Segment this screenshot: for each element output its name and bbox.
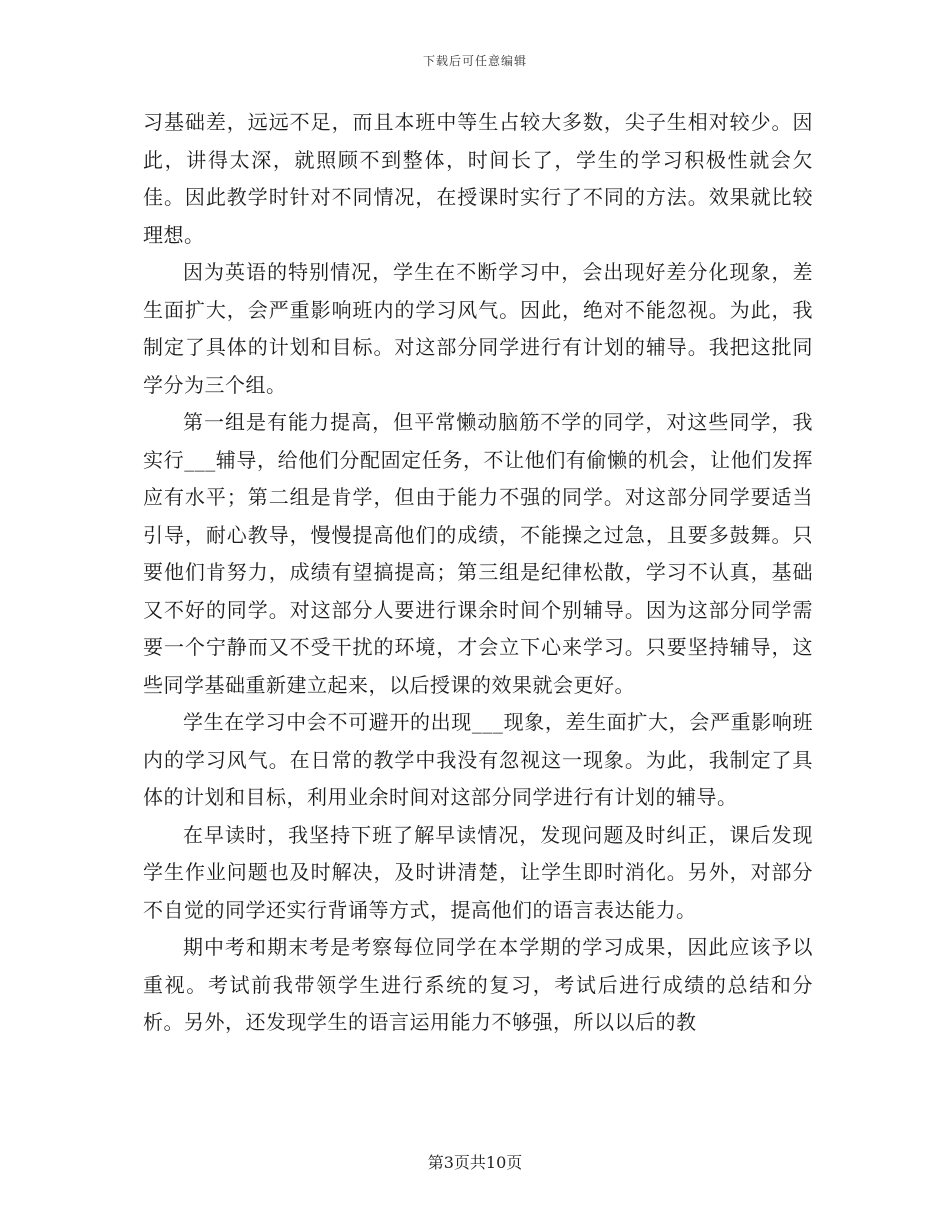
paragraph-4: 学生在学习中会不可避开的出现___现象，差生面扩大，会严重影响班内的学习风气。在日常的教学中我没有忽视这一现象。为此，我制定了具体的计划和目标，利用业余时间对这部分同学进行有计划的辅导。 xyxy=(143,710,813,809)
paragraph-5: 在早读时，我坚持下班了解早读情况，发现问题及时纠正，课后发现学生作业问题也及时解决，及时讲清楚，让学生即时消化。另外，对部分不自觉的同学还实行背诵等方式，提高他们的语言表达能力。 xyxy=(143,822,813,922)
paragraph-6: 期中考和期末考是考察每位同学在本学期的学习成果，因此应该予以重视。考试前我带领学生进行系统的复习，考试后进行成绩的总结和分析。另外，还发现学生的语言运用能力不够强，所以以后的教 xyxy=(143,935,813,1034)
paragraph-1: 习基础差，远远不足，而且本班中等生占较大多数，尖子生相对较少。因此，讲得太深，就照顾不到整体，时间长了，学生的学习积极性就会欠佳。因此教学时针对不同情况，在授课时实行了不同的方法。效果就比较理想。 xyxy=(143,110,813,247)
paragraph-2: 因为英语的特别情况，学生在不断学习中，会出现好差分化现象，差生面扩大，会严重影响班内的学习风气。因此，绝对不能忽视。为此，我制定了具体的计划和目标。对这部分同学进行有计划的辅导。我把这批同学分为三个组。 xyxy=(143,260,813,397)
document-body xyxy=(143,104,813,1042)
page-number-footer: 第3页共10页 xyxy=(427,1153,523,1172)
page-header: 下载后可任意编辑 xyxy=(422,54,527,68)
paragraph-3: 第一组是有能力提高，但平常懒动脑筋不学的同学，对这些同学，我实行___辅导，给他们分配固定任务，不让他们有偷懒的机会，让他们发挥应有水平；第二组是肯学，但由于能力不强的同学。对这部分同学要适当引导，耐心教导，慢慢提高他们的成绩，不能操之过急，且要多鼓舞。只要他们肯努力，成绩有望搞提高；第三组是纪律松散，学习不认真，基础又不好的同学。对这部分人要进行课余时间个别辅导。因为这部分同学需要一个宁静而又不受干扰的环境，才会立下心来学习。只要坚持辅导，这些同学基础重新建立起来，以后授课的效果就会更好。 xyxy=(143,410,813,697)
